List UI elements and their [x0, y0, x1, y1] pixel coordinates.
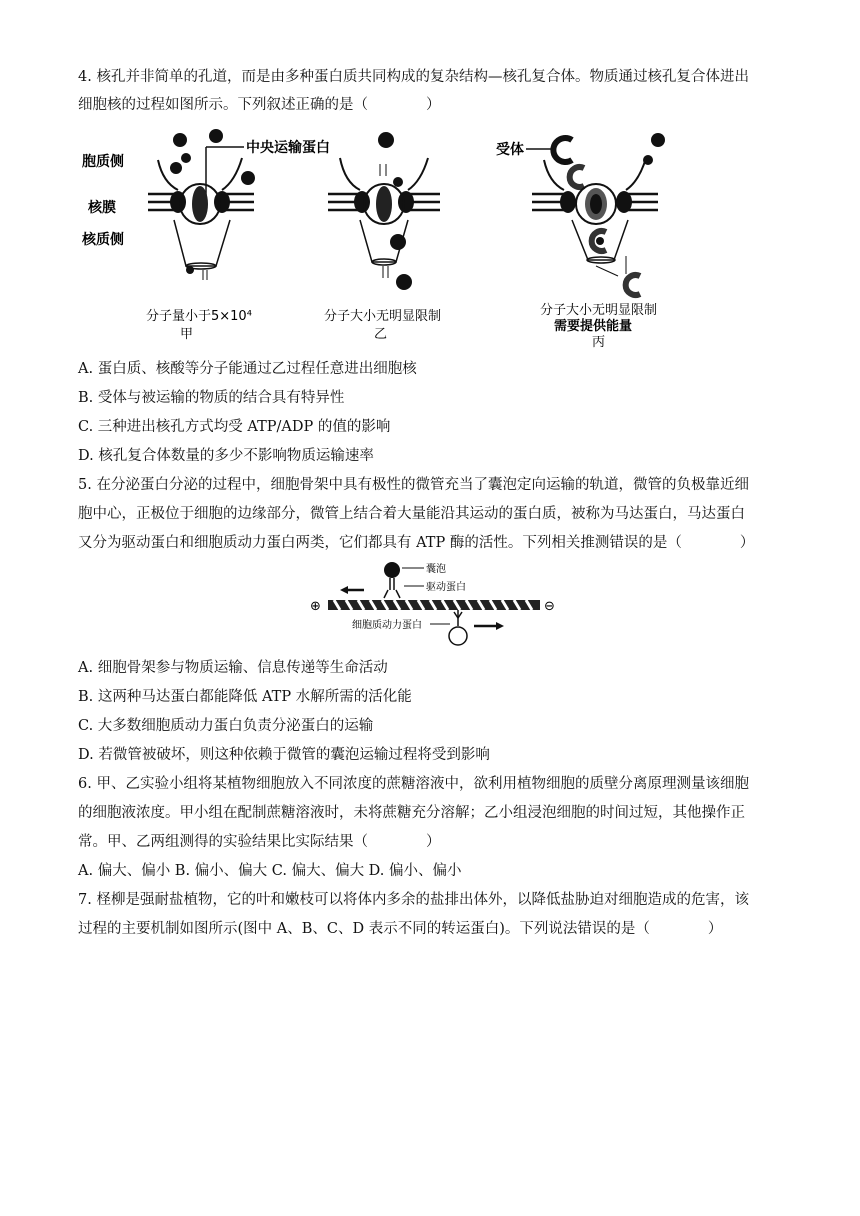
caption-c-line-1: 分子大小无明显限制: [540, 303, 658, 318]
q6-stem-line-1: 6. 甲、乙实验小组将某植物细胞放入不同浓度的蔗糖溶液中，欲利用植物细胞的质壁分离原理测量该细胞: [78, 776, 749, 792]
caption-c-line-3: 丙: [592, 335, 606, 348]
q5-stem-line-2: 胞中心，正极位于细胞的边缘部分，微管上结合着大量能沿其运动的蛋白质，被称为马达蛋白，马达蛋白: [78, 506, 745, 522]
nuclear-pore-figure: [78, 128, 718, 348]
q7-stem-line-2: 过程的主要机制如图所示(图中 A、B、C、D 表示不同的转运蛋白)。下列说法错误的是（ ）: [78, 921, 723, 937]
label-central-transport-protein: 中央运输蛋白: [246, 140, 330, 156]
caption-b-line-2: 乙: [374, 327, 388, 342]
motor-protein-figure: [304, 560, 564, 650]
plus-end-symbol: ⊕: [310, 599, 321, 614]
caption-a-line-1: 分子量小于5×10⁴: [146, 309, 252, 324]
label-vesicle: 囊泡: [426, 564, 446, 575]
q6-stem-line-2: 的细胞液浓度。甲小组在配制蔗糖溶液时，未将蔗糖充分溶解；乙小组浸泡细胞的时间过短，其他操作正: [78, 805, 745, 821]
label-nuclear-membrane: 核膜: [88, 200, 116, 216]
label-kinesin: 驱动蛋白: [426, 582, 466, 593]
q5-stem-line-1: 5. 在分泌蛋白分泌的过程中，细胞骨架中具有极性的微管充当了囊泡定向运输的轨道，微管的负极靠近细: [78, 477, 749, 493]
q5-option-d: D. 若微管被破坏，则这种依赖于微管的囊泡运输过程将受到影响: [78, 747, 490, 763]
caption-a-line-2: 甲: [180, 327, 194, 342]
q5-option-b: B. 这两种马达蛋白都能降低 ATP 水解所需的活化能: [78, 689, 412, 705]
label-receptor: 受体: [496, 142, 524, 158]
panel-c: [496, 133, 665, 348]
panel-b: [324, 132, 441, 342]
q4-option-a: A. 蛋白质、核酸等分子能通过乙过程任意进出细胞核: [78, 361, 417, 377]
q6-stem-line-3: 常。甲、乙两组测得的实验结果比实际结果（ ）: [78, 834, 441, 850]
q4-option-d: D. 核孔复合体数量的多少不影响物质运输速率: [78, 448, 374, 464]
q5-option-c: C. 大多数细胞质动力蛋白负责分泌蛋白的运输: [78, 718, 374, 734]
q6-options: A. 偏大、偏小 B. 偏小、偏大 C. 偏大、偏大 D. 偏小、偏小: [78, 863, 462, 879]
caption-b-line-1: 分子大小无明显限制: [324, 309, 442, 324]
label-nucleoplasm-side: 核质侧: [82, 232, 124, 248]
q5-stem-line-3: 又分为驱动蛋白和细胞质动力蛋白两类，它们都具有 ATP 酶的活性。下列相关推测错误的是（ ）: [78, 535, 755, 551]
minus-end-symbol: ⊖: [544, 599, 555, 614]
q7-stem-line-1: 7. 柽柳是强耐盐植物，它的叶和嫩枝可以将体内多余的盐排出体外，以降低盐胁迫对细胞造成的危害，该: [78, 892, 749, 908]
panel-a: [81, 129, 330, 342]
q5-option-a: A. 细胞骨架参与物质运输、信息传递等生命活动: [78, 660, 388, 676]
microtubule: [328, 600, 540, 610]
q4-option-b: B. 受体与被运输的物质的结合具有特异性: [78, 390, 345, 406]
q4-stem-line-2: 细胞核的过程如图所示。下列叙述正确的是（ ）: [78, 97, 441, 113]
caption-c-line-2: 需要提供能量: [554, 319, 633, 334]
q4-stem-line-1: 4. 核孔并非简单的孔道，而是由多种蛋白质共同构成的复杂结构—核孔复合体。物质通过核孔复合体进出: [78, 69, 749, 85]
label-dynein: 细胞质动力蛋白: [352, 620, 422, 631]
q4-option-c: C. 三种进出核孔方式均受 ATP/ADP 的值的影响: [78, 419, 391, 435]
label-cytoplasm-side: 胞质侧: [82, 154, 124, 170]
